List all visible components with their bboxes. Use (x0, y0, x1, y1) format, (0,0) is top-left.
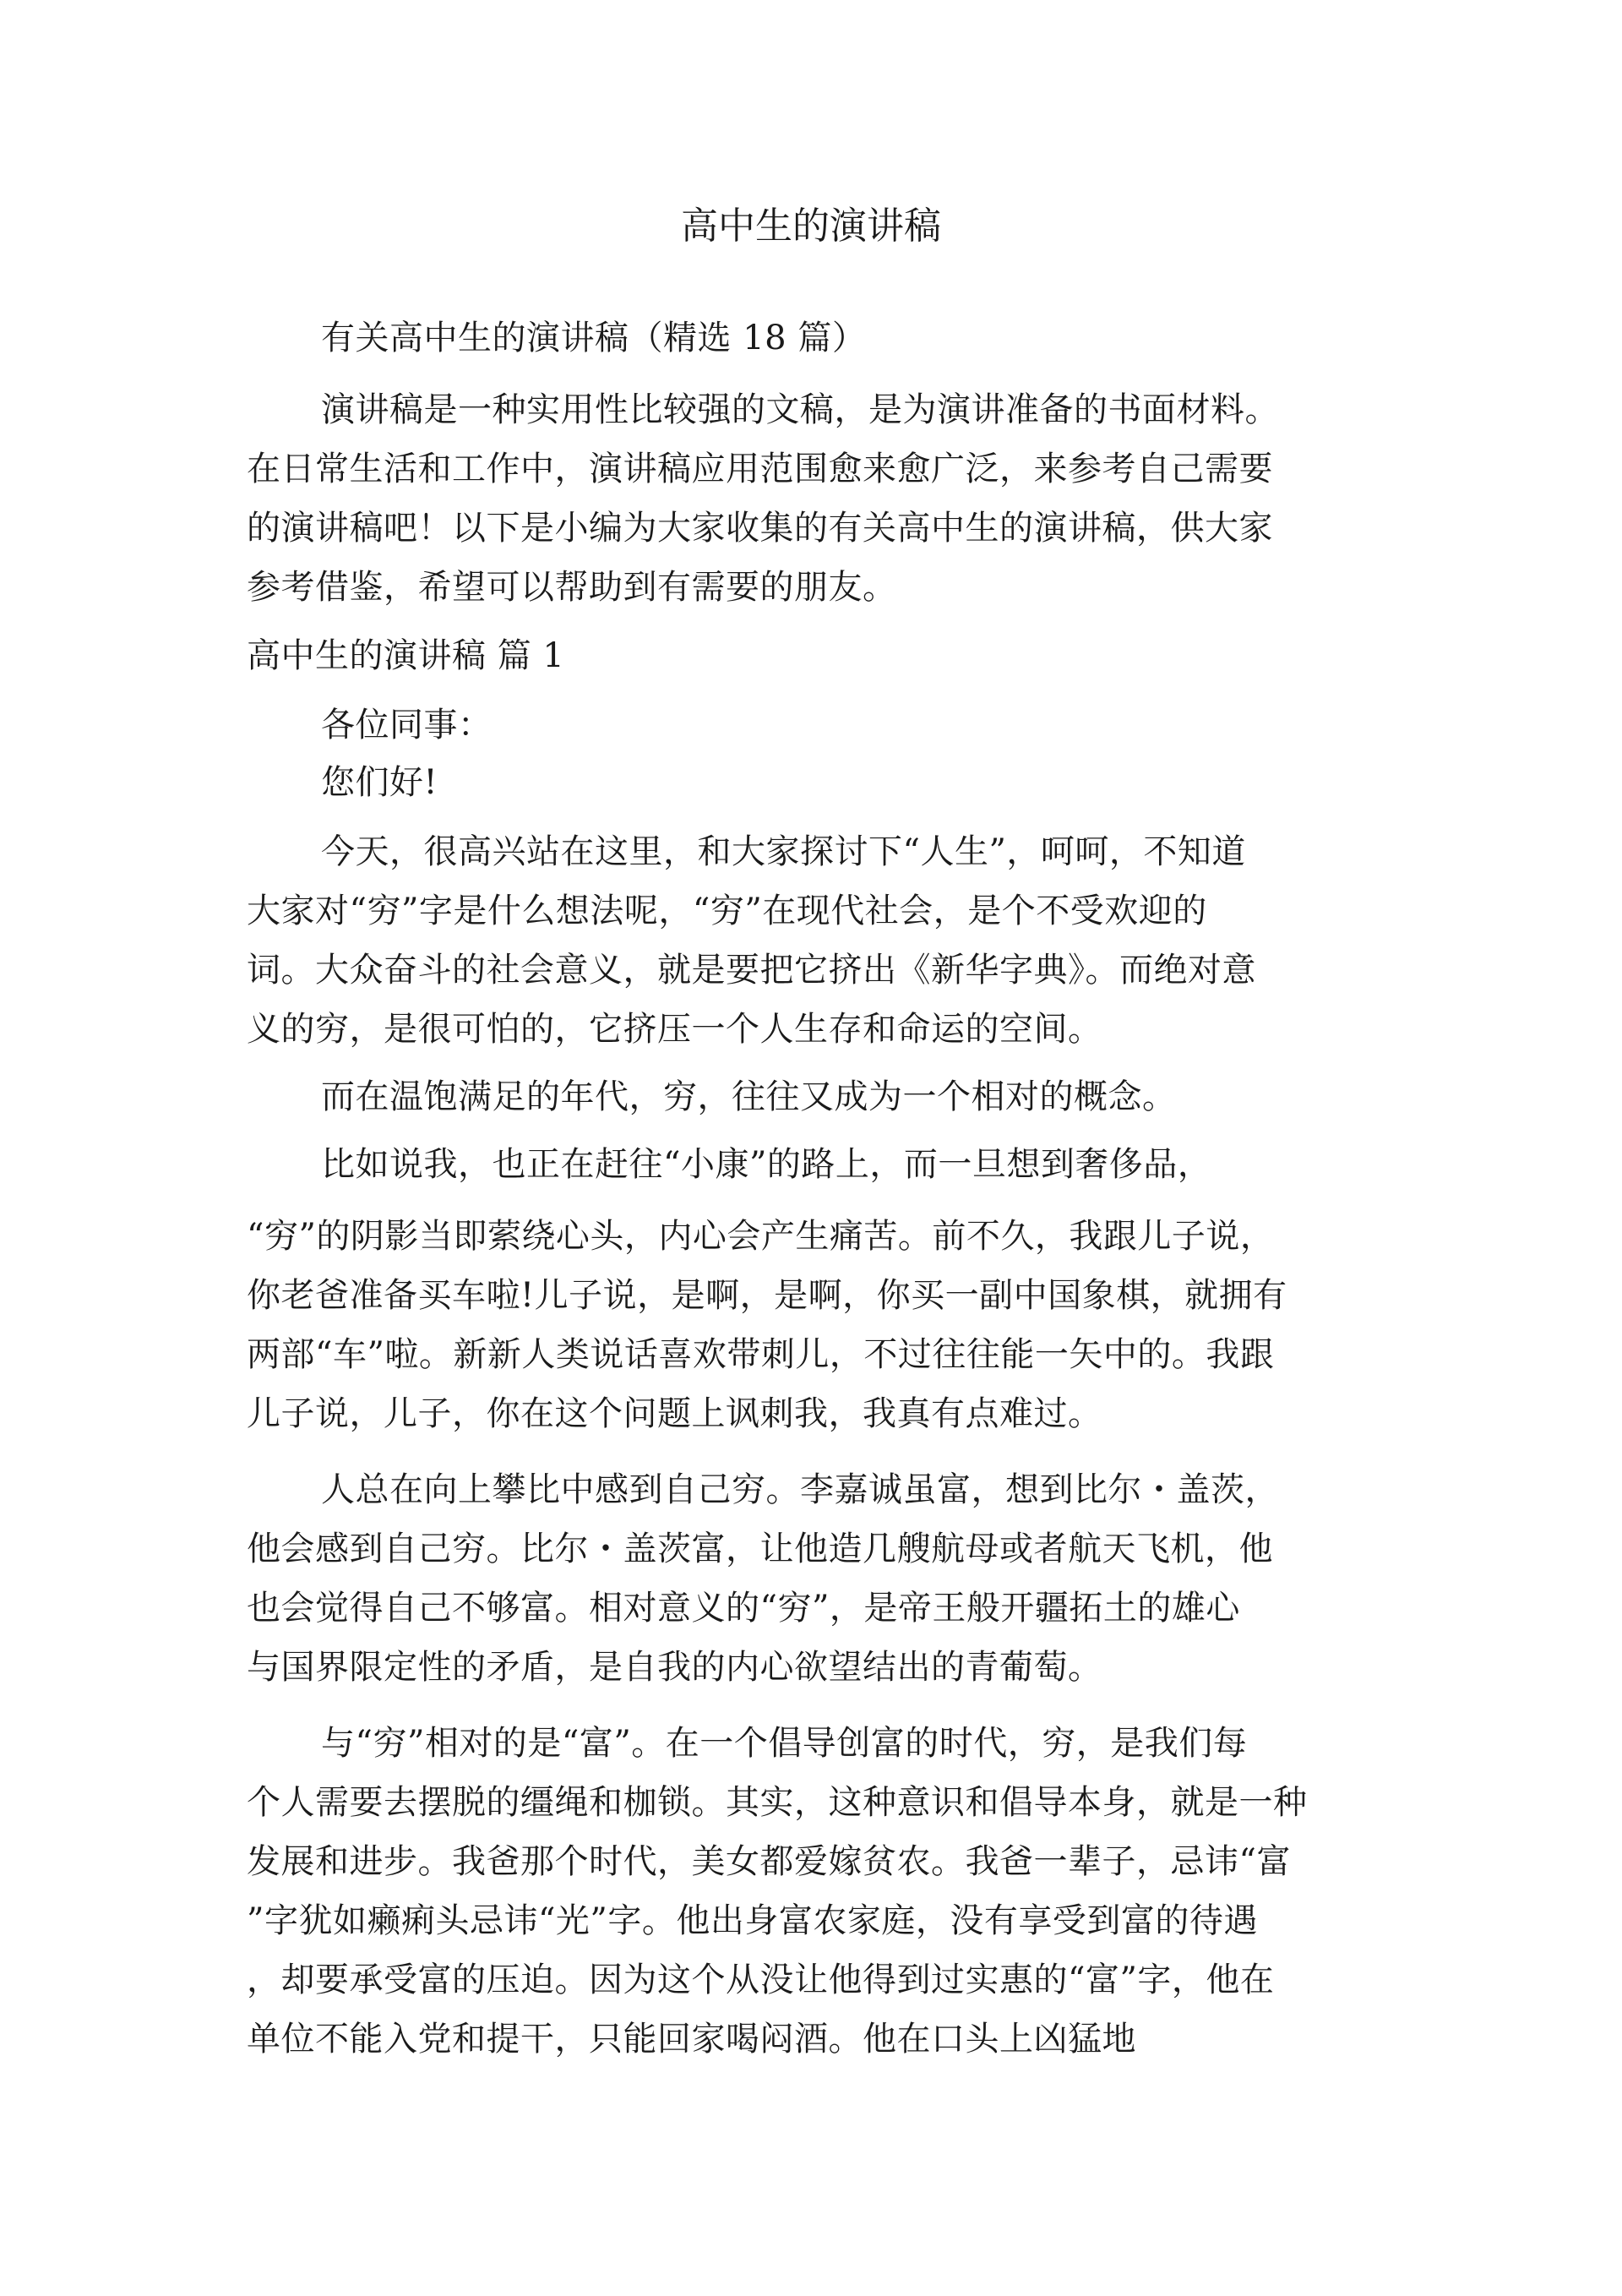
text-line: 两部“车”啦。新新人类说话喜欢带刺儿，不过往往能一矢中的。我跟 (247, 1335, 1275, 1374)
text-line: 的演讲稿吧！以下是小编为大家收集的有关高中生的演讲稿，供大家 (247, 509, 1273, 548)
text-line: “穷”的阴影当即萦绕心头，内心会产生痛苦。前不久，我跟儿子说， (247, 1217, 1275, 1256)
text-line: 大家对“穷”字是什么想法呢，“穷”在现代社会，是个不受欢迎的 (247, 892, 1207, 930)
text-line: 参考借鉴，希望可以帮助到有需要的朋友。 (247, 568, 897, 607)
text-line: 发展和进步。我爸那个时代，美女都爱嫁贫农。我爸一辈子，忌讳“富 (247, 1842, 1291, 1881)
text-line: 词。大众奋斗的社会意义，就是要把它挤出《新华字典》。而绝对意 (247, 951, 1256, 990)
text-line: 比如说我，也正在赶往“小康”的路上，而一旦想到奢侈品， (321, 1145, 1212, 1184)
text-line: 也会觉得自己不够富。相对意义的“穷”，是帝王般开疆拓土的雄心 (247, 1589, 1240, 1628)
subtitle-line: 有关高中生的演讲稿（精选 18 篇） (321, 319, 867, 357)
text-line: 在日常生活和工作中，演讲稿应用范围愈来愈广泛，来参考自己需要 (247, 450, 1273, 488)
text-line: ”字犹如癞痢头忌讳“光”字。他出身富农家庭，没有享受到富的待遇 (247, 1901, 1258, 1940)
text-line: 人总在向上攀比中感到自己穷。李嘉诚虽富，想到比尔・盖茨， (321, 1470, 1279, 1509)
text-line: 而在温饱满足的年代，穷，往往又成为一个相对的概念。 (321, 1077, 1177, 1116)
text-line: 演讲稿是一种实用性比较强的文稿，是为演讲准备的书面材料。 (321, 390, 1279, 429)
text-line: 义的穷，是很可怕的，它挤压一个人生存和命运的空间。 (247, 1010, 1102, 1049)
text-line: 各位同事： (321, 706, 493, 744)
text-line: 您们好! (321, 763, 438, 802)
text-line: ，却要承受富的压迫。因为这个从没让他得到过实惠的“富”字，他在 (247, 1961, 1275, 1999)
text-line: 个人需要去摆脱的缰绳和枷锁。其实，这种意识和倡导本身，就是一种 (247, 1783, 1308, 1822)
section-heading: 高中生的演讲稿 篇 1 (247, 636, 565, 675)
text-line: 儿子说，儿子，你在这个问题上讽刺我，我真有点难过。 (247, 1394, 1102, 1433)
text-line: 他会感到自己穷。比尔・盖茨富，让他造几艘航母或者航天飞机，他 (247, 1530, 1273, 1568)
text-line: 与国界限定性的矛盾，是自我的内心欲望结出的青葡萄。 (247, 1648, 1102, 1687)
text-line: 你老爸准备买车啦!儿子说，是啊，是啊，你买一副中国象棋，就拥有 (247, 1276, 1287, 1315)
text-line: 今天，很高兴站在这里，和大家探讨下“人生”，呵呵，不知道 (321, 832, 1246, 871)
text-line: 单位不能入党和提干，只能回家喝闷酒。他在口头上凶猛地 (247, 2020, 1136, 2059)
text-line: 与“穷”相对的是“富”。在一个倡导创富的时代，穷，是我们每 (321, 1724, 1248, 1763)
document-title: 高中生的演讲稿 (681, 205, 941, 248)
